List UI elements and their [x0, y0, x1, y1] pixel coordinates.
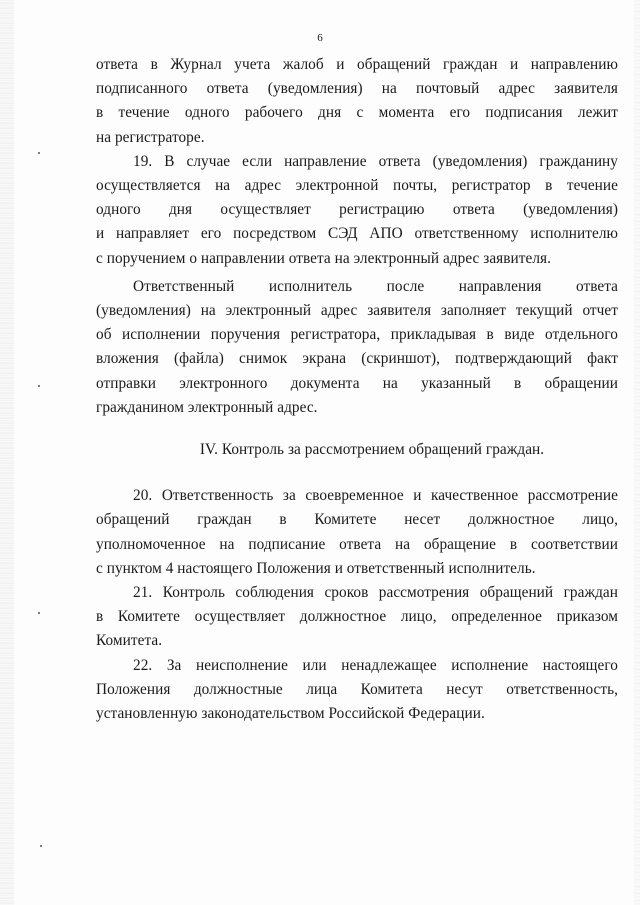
document-body — [96, 53, 618, 726]
text-line: отправки электронного документа на указанный в обращении — [96, 374, 618, 392]
text-line: 21. Контроль соблюдения сроков рассмотрения обращений граждан — [133, 584, 618, 602]
text-line: (уведомления) на электронный адрес заявителя заполняет текущий отчет — [96, 302, 618, 320]
paragraph-21 — [96, 581, 618, 654]
text-line: Положения должностные лица Комитета несут ответственность, — [96, 680, 618, 698]
scan-speck — [38, 152, 40, 154]
page-number: 6 — [317, 32, 323, 44]
text-line: обращений граждан в Комитете несет должностное лицо, — [96, 511, 618, 529]
text-line: об исполнении поручения регистратора, прикладывая в виде отдельного — [96, 326, 618, 344]
section-heading: IV. Контроль за рассмотрением обращений граждан. — [199, 441, 545, 459]
text-line: и направляет его посредством СЭД АПО ответственному исполнителю — [96, 225, 618, 243]
scan-speck — [38, 385, 40, 387]
text-line: в течение одного рабочего дня с момента его подписания лежит — [96, 104, 618, 122]
text-line: на регистраторе. — [96, 128, 205, 146]
text-line: 20. Ответственность за своевременное и качественное рассмотрение — [133, 487, 618, 505]
text-line: 19. В случае если направление ответа (уведомления) гражданину — [133, 152, 618, 170]
text-line: осуществляется на адрес электронной почты, регистратор в течение — [96, 177, 618, 195]
paragraph-responsible-executor — [96, 275, 618, 420]
text-line: установленную законодательством Российской Федерации. — [96, 705, 485, 723]
text-line: в Комитете осуществляет должностное лицо, определенное приказом — [96, 608, 618, 626]
scan-speck — [38, 612, 40, 614]
scan-speck — [40, 845, 42, 847]
scan-right-edge — [634, 0, 640, 905]
text-line: одного дня осуществляет регистрацию ответа (уведомления) — [96, 201, 618, 219]
paragraph-19 — [96, 150, 618, 271]
text-line: Ответственный исполнитель после направления ответа — [133, 277, 618, 295]
paragraph-continuation — [96, 53, 618, 150]
text-line: вложения (файла) снимок экрана (скриншот), подтверждающий факт — [96, 350, 618, 368]
text-line: уполномоченное на подписание ответа на обращение в соответствии — [96, 535, 618, 553]
text-line: Комитета. — [96, 632, 163, 650]
text-line: с поручением о направлении ответа на электронный адрес заявителя. — [96, 249, 552, 267]
scan-left-edge — [0, 0, 14, 905]
text-line: 22. За неисполнение или ненадлежащее исполнение настоящего — [133, 656, 618, 674]
paragraph-22 — [96, 654, 618, 727]
text-line: гражданином электронный адрес. — [96, 398, 318, 416]
text-line: с пунктом 4 настоящего Положения и ответственный исполнитель. — [96, 559, 536, 577]
paragraph-20 — [96, 484, 618, 581]
text-line: подписанного ответа (уведомления) на почтовый адрес заявителя — [96, 80, 618, 98]
text-line: ответа в Журнал учета жалоб и обращений граждан и направлению — [96, 56, 618, 73]
